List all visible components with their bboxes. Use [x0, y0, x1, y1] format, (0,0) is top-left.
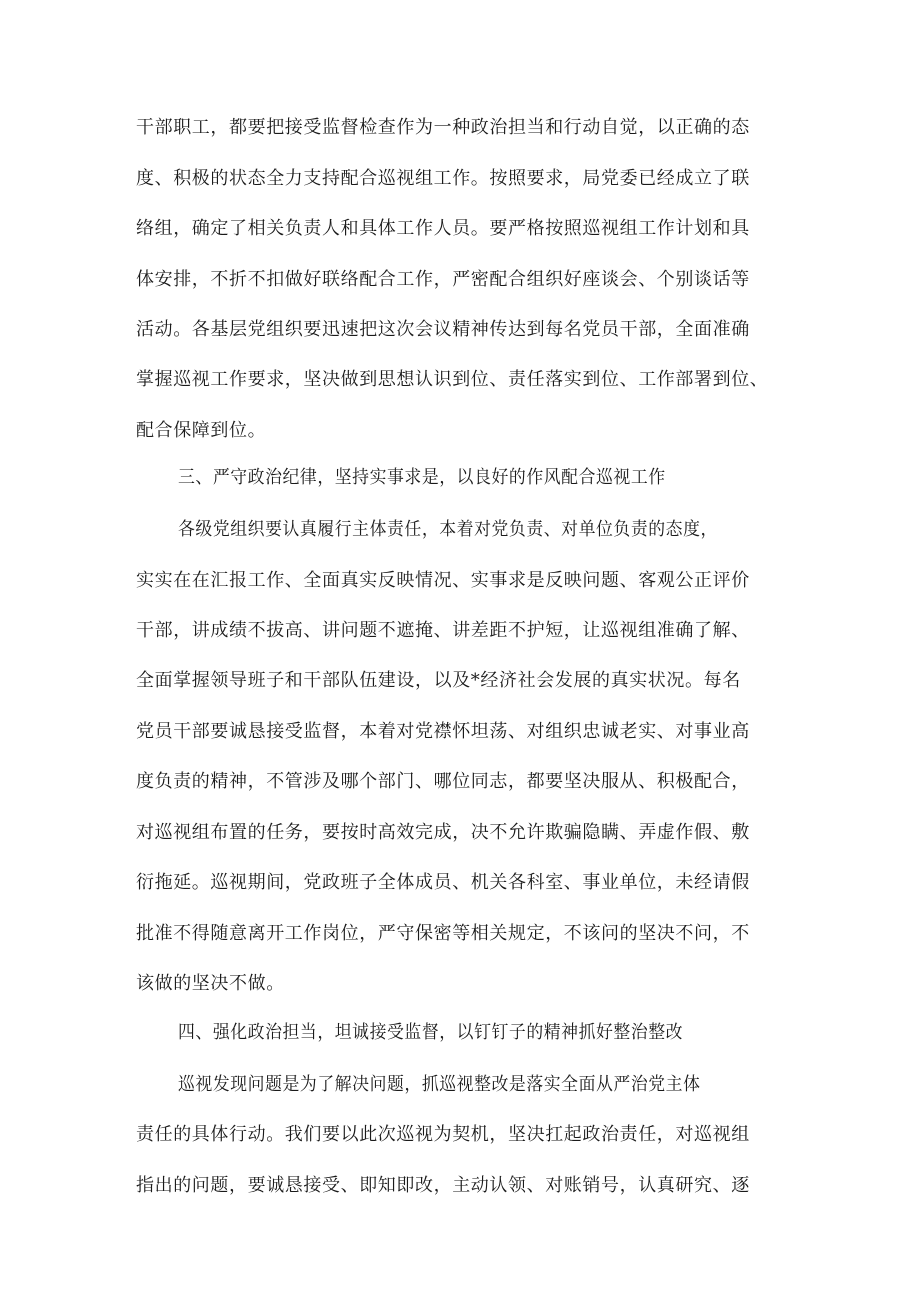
paragraph-line: 活动。各基层党组织要迅速把这次会议精神传达到每名党员干部，全面准确	[136, 319, 750, 340]
paragraph-line: 络组，确定了相关负责人和具体工作人员。要严格按照巡视组工作计划和具	[136, 218, 750, 239]
paragraph-line: 干部职工，都要把接受监督检查作为一种政治担当和行动自觉，以正确的态	[136, 117, 750, 138]
paragraph-line: 度、积极的状态全力支持配合巡视组工作。按照要求，局党委已经成立了联	[136, 168, 750, 189]
paragraph-line: 责任的具体行动。我们要以此次巡视为契机，坚决扛起政治责任，对巡视组	[136, 1124, 750, 1145]
paragraph-line: 巡视发现问题是为了解决问题，抓巡视整改是落实全面从严治党主体	[178, 1074, 701, 1095]
paragraph-line: 对巡视组布置的任务，要按时高效完成，决不允许欺骗隐瞒、弄虚作假、敷	[136, 822, 750, 843]
paragraph-line: 实实在在汇报工作、全面真实反映情况、实事求是反映问题、客观公正评价	[136, 570, 750, 591]
paragraph-line: 干部，讲成绩不拔高、讲问题不遮掩、讲差距不护短，让巡视组准确了解、	[136, 620, 750, 641]
paragraph-line: 体安排，不折不扣做好联络配合工作，严密配合组织好座谈会、个别谈话等	[136, 269, 750, 290]
paragraph-line: 该做的坚决不做。	[136, 973, 285, 994]
section-heading: 四、强化政治担当，坦诚接受监督，以钉钉子的精神抓好整治整改	[178, 1022, 684, 1043]
section-heading: 三、严守政治纪律，坚持实事求是，以良好的作风配合巡视工作	[178, 467, 666, 488]
paragraph-line: 批准不得随意离开工作岗位，严守保密等相关规定，不该问的坚决不问，不	[136, 923, 750, 944]
paragraph-line: 配合保障到位。	[136, 420, 267, 441]
paragraph-line: 指出的问题，要诚恳接受、即知即改，主动认领、对账销号，认真研究、逐	[136, 1175, 750, 1196]
paragraph-line: 度负责的精神，不管涉及哪个部门、哪位同志，都要坚决服从、积极配合，	[136, 771, 750, 792]
paragraph-line: 全面掌握领导班子和干部队伍建设，以及*经济社会发展的真实状况。每名	[136, 670, 741, 691]
paragraph-line: 衍拖延。巡视期间，党政班子全体成员、机关各科室、事业单位，未经请假	[136, 872, 750, 893]
paragraph-line: 各级党组织要认真履行主体责任，本着对党负责、对单位负责的态度，	[178, 519, 718, 540]
paragraph-line: 党员干部要诚恳接受监督，本着对党襟怀坦荡、对组织忠诚老实、对事业高	[136, 721, 750, 742]
paragraph-line: 掌握巡视工作要求，坚决做到思想认识到位、责任落实到位、工作部署到位、	[136, 369, 769, 390]
